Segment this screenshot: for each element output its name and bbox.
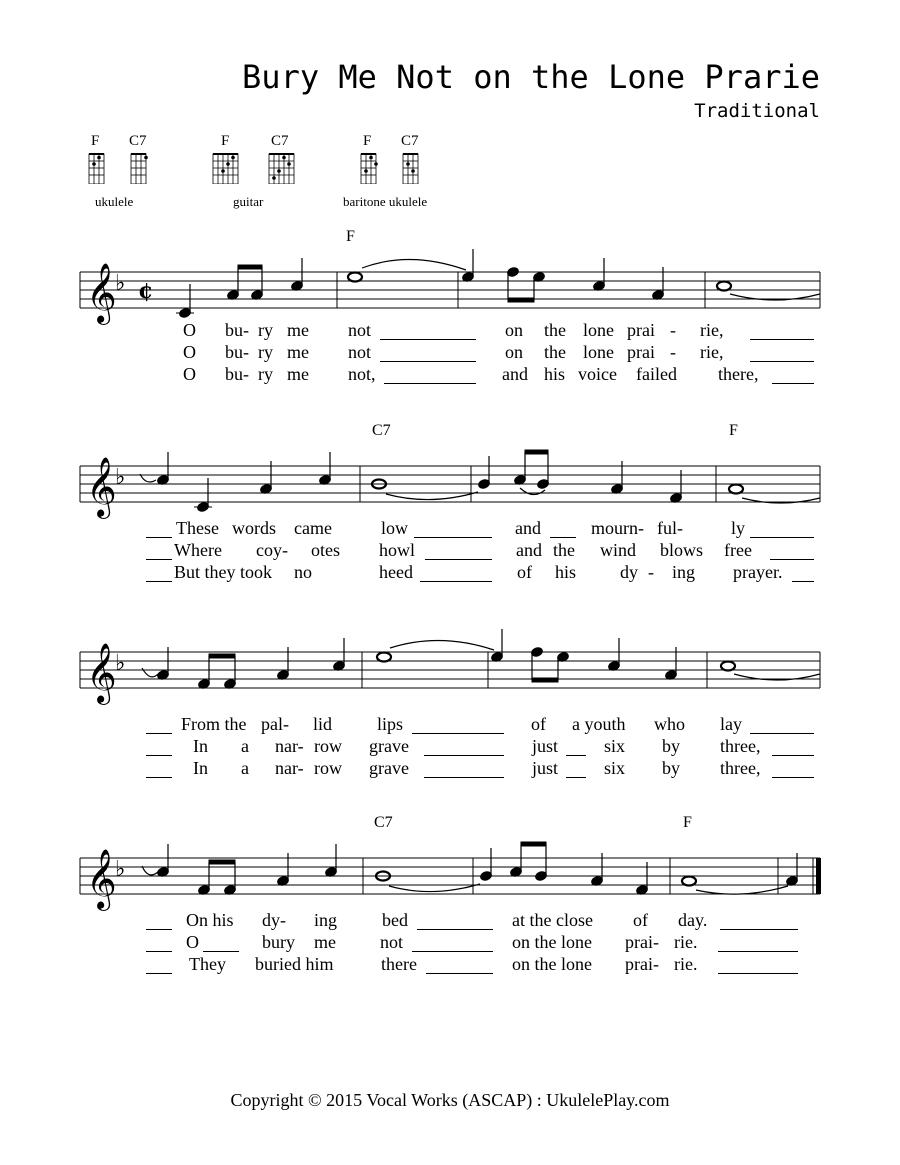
flat-icon: ♭: [115, 465, 126, 490]
lyric: On his: [186, 910, 234, 930]
lyric: heed: [379, 562, 413, 582]
chord-name: C7: [129, 133, 147, 149]
lyric: me: [287, 320, 309, 340]
lyric: words: [232, 518, 276, 538]
lyric: dy: [620, 562, 638, 582]
staff: [0, 442, 900, 522]
lyric: not: [348, 342, 372, 362]
lyric: O: [186, 932, 199, 952]
lyric: bu-: [225, 342, 249, 362]
lyric: no: [294, 562, 312, 582]
lyric: nar-: [275, 758, 304, 778]
lyric: -: [670, 342, 676, 362]
lyric: rie.: [674, 932, 698, 952]
lyric: lay: [720, 714, 742, 734]
lyric: at the close: [512, 910, 593, 930]
lyric: rie,: [700, 342, 724, 362]
lyric: prai: [627, 320, 655, 340]
lyric: me: [287, 342, 309, 362]
chord-name: C7: [401, 133, 419, 149]
fret-diagram-icon: [212, 152, 242, 184]
lyric: just: [532, 758, 559, 778]
fret-diagram-icon: [130, 152, 148, 184]
lyric: and: [515, 518, 541, 538]
lyric: of: [531, 714, 546, 734]
instrument-label: guitar: [233, 194, 264, 209]
treble-clef-icon: 𝄞: [86, 643, 117, 703]
lyric: ry: [258, 320, 273, 340]
lyric: dy-: [262, 910, 286, 930]
lyric: mourn-: [591, 518, 644, 538]
chord-symbol: F: [683, 814, 692, 831]
lyric: O: [183, 364, 196, 384]
flat-icon: ♭: [115, 271, 126, 296]
lyric: grave: [369, 758, 409, 778]
lyric: of: [633, 910, 648, 930]
lyric: ful-: [657, 518, 683, 538]
lyric: prai: [627, 342, 655, 362]
lyric: ry: [258, 342, 273, 362]
lyric: rie.: [674, 954, 698, 974]
lyric: just: [532, 736, 559, 756]
lyric: lone: [583, 342, 614, 362]
lyric: O: [183, 342, 196, 362]
lyric: on: [505, 320, 523, 340]
lyric: came: [294, 518, 332, 538]
chord-symbol: C7: [374, 814, 393, 831]
lyric: These: [176, 518, 219, 538]
lyric: row: [314, 736, 342, 756]
lyric: of: [517, 562, 532, 582]
lyric: But they took: [174, 562, 272, 582]
lyric: day.: [678, 910, 708, 930]
lyric: In: [193, 736, 208, 756]
treble-clef-icon: 𝄞: [86, 263, 117, 323]
treble-clef-icon: 𝄞: [86, 457, 117, 517]
lyric: who: [654, 714, 685, 734]
lyric: bury: [262, 932, 295, 952]
lyric: me: [314, 932, 336, 952]
lyric: -: [670, 320, 676, 340]
lyric: not: [380, 932, 404, 952]
lyric: O: [183, 320, 196, 340]
chord-symbol: F: [346, 228, 355, 245]
lyric: six: [604, 736, 626, 756]
lyric: lone: [583, 320, 614, 340]
lyric: ing: [672, 562, 696, 582]
lyric: -: [648, 562, 654, 582]
lyric: and: [502, 364, 528, 384]
lyric: free: [724, 540, 752, 560]
lyric: ry: [258, 364, 273, 384]
song-title: Bury Me Not on the Lone Prarie: [242, 58, 820, 96]
treble-clef-icon: 𝄞: [86, 849, 117, 909]
lyric: prayer.: [733, 562, 783, 582]
lyric: buried him: [255, 954, 334, 974]
lyric: failed: [636, 364, 677, 384]
lyric: there,: [718, 364, 759, 384]
lyric: the: [544, 320, 566, 340]
lyric: a youth: [572, 714, 626, 734]
lyric: on the lone: [512, 932, 592, 952]
lyric: ing: [314, 910, 338, 930]
lyric: and: [516, 540, 542, 560]
chord-name: F: [91, 133, 100, 149]
lyric: rie,: [700, 320, 724, 340]
chord-name: F: [221, 133, 230, 149]
lyric: on: [505, 342, 523, 362]
instrument-label: baritone ukulele: [343, 194, 428, 209]
lyric: me: [287, 364, 309, 384]
composer: Traditional: [694, 100, 820, 122]
flat-icon: ♭: [115, 857, 126, 882]
lyric: on the lone: [512, 954, 592, 974]
staff: [0, 628, 900, 708]
lyric: coy-: [256, 540, 288, 560]
chord-name: C7: [271, 133, 289, 149]
lyric: wind: [600, 540, 636, 560]
fret-diagram-icon: [268, 152, 298, 184]
lyric: not,: [348, 364, 376, 384]
lyric: They: [189, 954, 226, 974]
lyric: blows: [660, 540, 704, 560]
lyric: the: [553, 540, 575, 560]
cut-time-icon: ¢: [138, 278, 154, 304]
flat-icon: ♭: [115, 651, 126, 676]
lyric: pal-: [261, 714, 289, 734]
lyric: lips: [377, 714, 404, 734]
lyric: ly: [731, 518, 746, 538]
chord-symbol: C7: [372, 422, 391, 439]
lyric: bed: [382, 910, 408, 930]
copyright-footer: Copyright © 2015 Vocal Works (ASCAP) : UkulelePlay.com: [230, 1090, 670, 1110]
staff: [0, 248, 900, 328]
lyric: lid: [313, 714, 333, 734]
lyric: there: [381, 954, 417, 974]
lyric: otes: [311, 540, 340, 560]
lyric: prai-: [625, 932, 659, 952]
lyric: From the: [181, 714, 247, 734]
lyric: a: [241, 758, 249, 778]
lyric: six: [604, 758, 626, 778]
lyric: voice: [578, 364, 617, 384]
lyric: grave: [369, 736, 409, 756]
lyric: bu-: [225, 320, 249, 340]
lyric: row: [314, 758, 342, 778]
lyric: Where: [174, 540, 222, 560]
staff: [0, 834, 900, 914]
lyric: a: [241, 736, 249, 756]
lyric: three,: [720, 736, 761, 756]
lyric: by: [662, 736, 680, 756]
lyric: nar-: [275, 736, 304, 756]
lyric: his: [555, 562, 577, 582]
lyric: In: [193, 758, 208, 778]
lyric: not: [348, 320, 372, 340]
lyric: prai-: [625, 954, 659, 974]
fret-diagram-icon: [88, 152, 106, 184]
fret-diagram-icon: [360, 152, 378, 184]
instrument-label: ukulele: [95, 194, 134, 209]
lyric: three,: [720, 758, 761, 778]
chord-symbol: F: [729, 422, 738, 439]
lyric: the: [544, 342, 566, 362]
lyric: by: [662, 758, 680, 778]
fret-diagram-icon: [402, 152, 420, 184]
lyric: low: [381, 518, 408, 538]
lyric: bu-: [225, 364, 249, 384]
chord-name: F: [363, 133, 372, 149]
lyric: his: [544, 364, 566, 384]
lyric: howl: [379, 540, 415, 560]
